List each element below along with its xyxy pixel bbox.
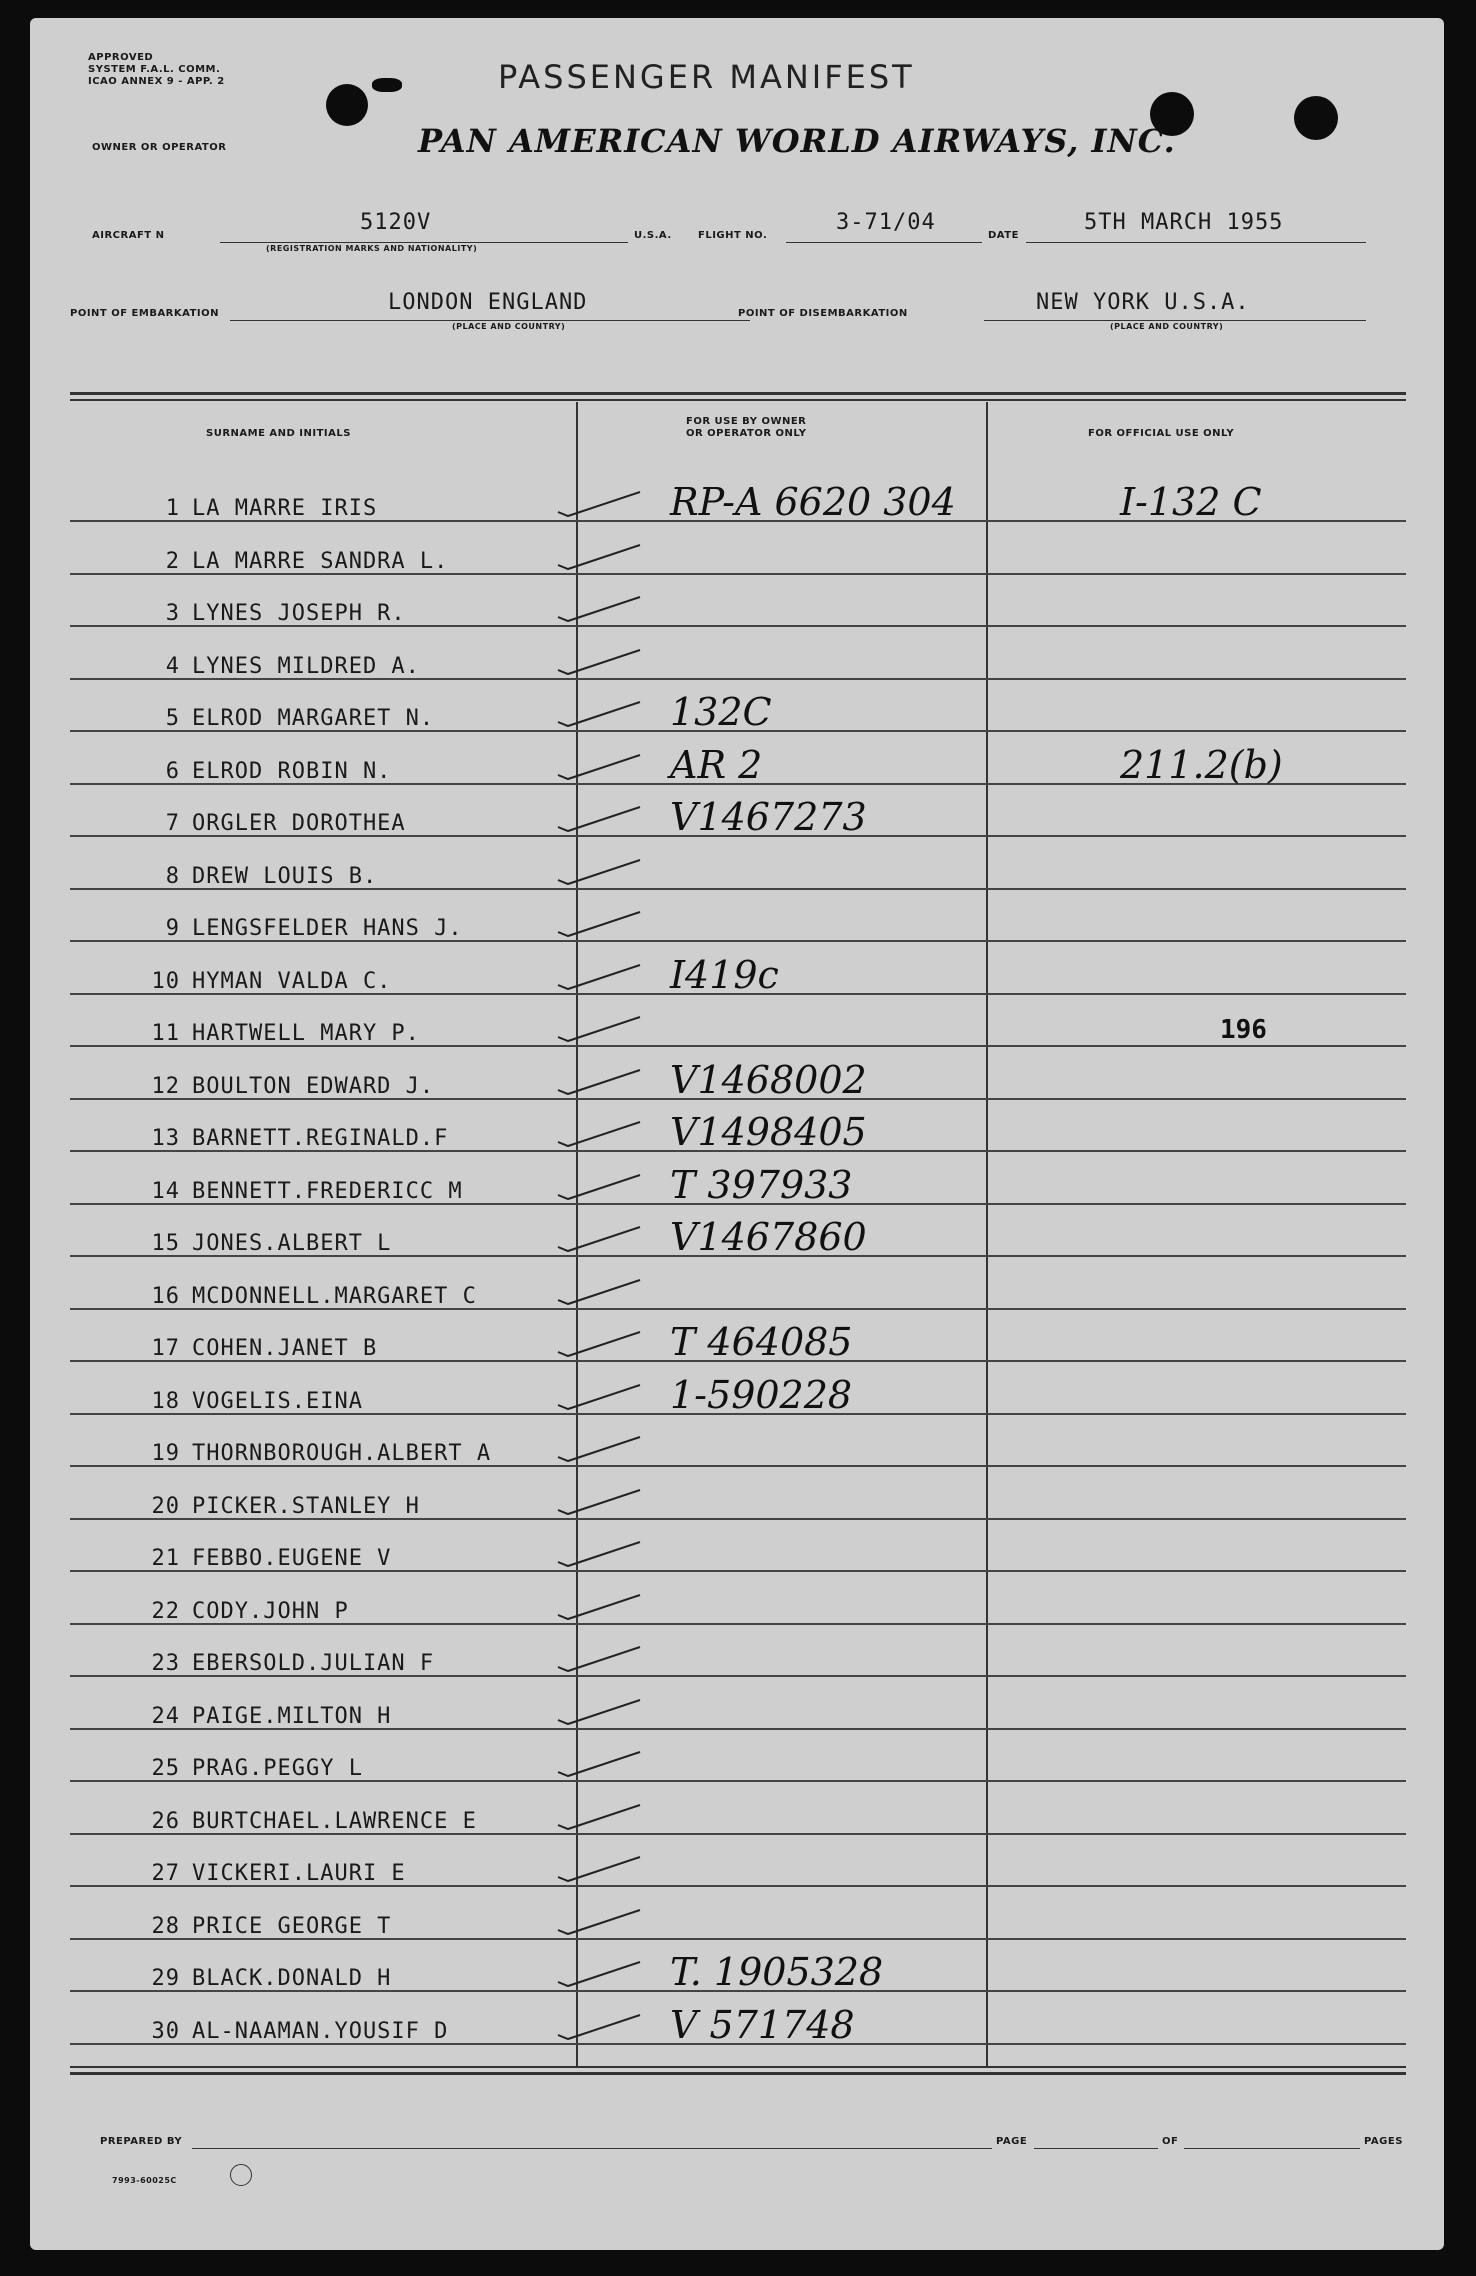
check-mark-icon (550, 1746, 700, 1786)
names-column-header: SURNAME AND INITIALS (206, 428, 351, 439)
passenger-number: 13 (151, 1126, 180, 1151)
table-row (128, 811, 406, 836)
embark-underline (230, 320, 750, 321)
approval-line-1: APPROVED (88, 52, 154, 63)
owner-note: T 464085 (670, 1320, 853, 1364)
page-underline (1034, 2148, 1158, 2149)
passenger-number: 1 (165, 496, 180, 521)
passenger-number: 16 (151, 1283, 180, 1309)
passenger-name: DREW LOUIS B. (192, 863, 378, 889)
passenger-number: 11 (151, 1021, 180, 1046)
disembark-caption: (PLACE AND COUNTRY) (1110, 322, 1224, 331)
table-row (128, 2019, 448, 2044)
passenger-number: 29 (151, 1966, 180, 1991)
manifest-sheet (30, 18, 1444, 2250)
passenger-name: HYMAN VALDA C. (192, 968, 392, 994)
column-divider-2 (986, 402, 988, 2066)
aircraft-underline (220, 242, 628, 243)
check-mark-icon (550, 1694, 700, 1734)
passenger-name: PAIGE.MILTON H (192, 1703, 392, 1729)
date-underline (1026, 242, 1366, 243)
passenger-name: BENNETT.FREDERICC M (192, 1178, 463, 1204)
passenger-name: CODY.JOHN P (192, 1598, 349, 1624)
passenger-number: 8 (165, 863, 180, 889)
passenger-number: 5 (165, 706, 180, 731)
table-top-rule-2 (70, 399, 1406, 401)
disembarkation: NEW YORK U.S.A. (1036, 290, 1250, 315)
approval-line-2: SYSTEM F.A.L. COMM. (88, 64, 221, 75)
official-note: 196 (1220, 1015, 1267, 1045)
owner-column-header-2: OR OPERATOR ONLY (686, 428, 807, 439)
passenger-name: COHEN.JANET B (192, 1336, 378, 1361)
passenger-name: PICKER.STANLEY H (192, 1493, 420, 1519)
table-row (128, 654, 420, 679)
flight-underline (786, 242, 982, 243)
prepared-by-label: PREPARED BY (100, 2136, 183, 2147)
owner-note: I419c (670, 952, 779, 997)
table-row (128, 1231, 391, 1256)
table-row (128, 1494, 420, 1519)
official-column-header: FOR OFFICIAL USE ONLY (1088, 428, 1235, 439)
check-mark-icon (550, 906, 700, 946)
passenger-name: VOGELIS.EINA (192, 1388, 363, 1414)
aircraft-number: 5120V (360, 210, 432, 235)
embark-caption: (PLACE AND COUNTRY) (452, 322, 566, 331)
passenger-name: BARNETT.REGINALD.F (192, 1126, 449, 1151)
passenger-name: LYNES MILDRED A. (192, 653, 420, 679)
table-row (128, 601, 406, 626)
owner-note: 1-590228 (670, 1372, 853, 1417)
passenger-name: ELROD MARGARET N. (192, 706, 435, 731)
flight-number: 3-71/04 (836, 210, 936, 235)
passenger-number: 24 (151, 1703, 180, 1729)
table-row (128, 1704, 391, 1729)
passenger-number: 28 (151, 1913, 180, 1939)
table-row (128, 1599, 349, 1624)
owner-column-header-1: FOR USE BY OWNER (686, 416, 807, 427)
passenger-name: PRAG.PEGGY L (192, 1756, 363, 1781)
owner-note: RP-A 6620 304 (670, 480, 956, 524)
embarkation: LONDON ENGLAND (388, 290, 588, 315)
owner-note: V1467273 (670, 795, 867, 839)
table-bottom-rule-2 (70, 2072, 1406, 2075)
disembark-underline (984, 320, 1366, 321)
table-bottom-rule-1 (70, 2066, 1406, 2068)
of-label: OF (1162, 2136, 1179, 2147)
embark-label: POINT OF EMBARKATION (70, 308, 220, 319)
check-mark-icon (550, 1641, 700, 1681)
passenger-name: HARTWELL MARY P. (192, 1021, 420, 1046)
passenger-name: AL-NAAMAN.YOUSIF D (192, 2018, 449, 2044)
passenger-number: 6 (165, 758, 180, 784)
table-row (128, 496, 377, 521)
passenger-name: EBERSOLD.JULIAN F (192, 1651, 435, 1676)
table-row (128, 1966, 391, 1991)
passenger-number: 20 (151, 1493, 180, 1519)
page-label: PAGE (996, 2136, 1028, 2147)
passenger-name: LYNES JOSEPH R. (192, 601, 406, 626)
table-row (128, 759, 391, 784)
punch-hole-left (326, 84, 368, 126)
passenger-number: 10 (151, 968, 180, 994)
passenger-number: 23 (151, 1651, 180, 1676)
check-mark-icon (550, 644, 700, 684)
table-row (128, 1021, 420, 1046)
passenger-number: 25 (151, 1756, 180, 1781)
disembark-label: POINT OF DISEMBARKATION (738, 308, 908, 319)
check-mark-icon (550, 1011, 700, 1051)
passenger-number: 9 (165, 916, 180, 941)
table-row (128, 1651, 434, 1676)
passenger-number: 2 (165, 548, 180, 574)
passenger-number: 17 (151, 1336, 180, 1361)
approval-line-3: ICAO ANNEX 9 - APP. 2 (88, 76, 225, 87)
form-number: 7993-60025C (112, 2176, 177, 2185)
passenger-name: FEBBO.EUGENE V (192, 1546, 392, 1571)
registration-caption: (REGISTRATION MARKS AND NATIONALITY) (266, 244, 478, 253)
page-title: PASSENGER MANIFEST (498, 58, 915, 96)
check-mark-icon (550, 1484, 700, 1524)
passenger-number: 22 (151, 1598, 180, 1624)
table-row (128, 1126, 448, 1151)
check-mark-icon (550, 1589, 700, 1629)
passenger-number: 15 (151, 1231, 180, 1256)
passenger-number: 4 (165, 653, 180, 679)
passenger-name: PRICE GEORGE T (192, 1913, 392, 1939)
official-note: 211.2(b) (1120, 742, 1283, 787)
passenger-name: LA MARRE IRIS (192, 496, 378, 521)
table-row (128, 916, 463, 941)
table-row (128, 1809, 477, 1834)
passenger-name: LA MARRE SANDRA L. (192, 548, 449, 574)
table-row (128, 1861, 406, 1886)
passenger-number: 12 (151, 1073, 180, 1099)
table-row (128, 549, 448, 574)
check-mark-icon (550, 854, 700, 894)
passenger-name: MCDONNELL.MARGARET C (192, 1283, 477, 1309)
prepared-by-underline (192, 2148, 992, 2149)
passenger-name: BOULTON EDWARD J. (192, 1073, 435, 1099)
check-mark-icon (550, 1274, 700, 1314)
table-row (128, 1389, 363, 1414)
aircraft-label: AIRCRAFT N (92, 230, 165, 241)
passenger-name: VICKERI.LAURI E (192, 1861, 406, 1886)
passenger-name: ELROD ROBIN N. (192, 758, 392, 784)
check-mark-icon (550, 1431, 700, 1471)
passenger-number: 27 (151, 1861, 180, 1886)
owner-note: T 397933 (670, 1162, 853, 1207)
passenger-name: LENGSFELDER HANS J. (192, 916, 463, 941)
owner-note: 132C (670, 690, 772, 734)
table-row (128, 1914, 391, 1939)
check-mark-icon (550, 1799, 700, 1839)
passenger-name: BLACK.DONALD H (192, 1966, 392, 1991)
operator-name: PAN AMERICAN WORLD AIRWAYS, INC. (418, 122, 1176, 160)
passenger-name: THORNBOROUGH.ALBERT A (192, 1441, 492, 1466)
passenger-name: JONES.ALBERT L (192, 1231, 392, 1256)
passenger-number: 3 (165, 601, 180, 626)
owner-note: V1467860 (670, 1215, 867, 1259)
passenger-number: 19 (151, 1441, 180, 1466)
table-row (128, 706, 434, 731)
table-row (128, 1179, 463, 1204)
passenger-number: 7 (165, 811, 180, 836)
passenger-number: 21 (151, 1546, 180, 1571)
check-mark-icon (550, 1904, 700, 1944)
owner-label: OWNER OR OPERATOR (92, 142, 227, 153)
passenger-number: 26 (151, 1808, 180, 1834)
table-row (128, 1546, 391, 1571)
table-row (128, 864, 377, 889)
owner-note: AR 2 (670, 742, 763, 787)
passenger-number: 30 (151, 2018, 180, 2044)
check-mark-icon (550, 1851, 700, 1891)
table-row (128, 1756, 363, 1781)
check-mark-icon (550, 539, 700, 579)
date-label: DATE (988, 230, 1019, 241)
punch-hole-right-2 (1294, 96, 1338, 140)
flight-date: 5TH MARCH 1955 (1084, 210, 1284, 235)
owner-note: V1498405 (670, 1110, 867, 1154)
table-row (128, 1441, 491, 1466)
union-bug-icon (230, 2164, 252, 2186)
punch-hole-left-small (372, 78, 402, 92)
owner-note: V 571748 (670, 2002, 855, 2047)
passenger-number: 14 (151, 1178, 180, 1204)
official-note: I-132 C (1120, 480, 1262, 524)
pages-label: PAGES (1364, 2136, 1403, 2147)
of-underline (1184, 2148, 1360, 2149)
passenger-name: BURTCHAEL.LAWRENCE E (192, 1808, 477, 1834)
table-row (128, 1074, 434, 1099)
country-label: U.S.A. (634, 230, 672, 241)
table-row (128, 1336, 377, 1361)
owner-note: V1468002 (670, 1057, 867, 1102)
passenger-number: 18 (151, 1388, 180, 1414)
check-mark-icon (550, 591, 700, 631)
table-row (128, 1284, 477, 1309)
check-mark-icon (550, 1536, 700, 1576)
passenger-name: ORGLER DOROTHEA (192, 811, 406, 836)
table-top-rule-1 (70, 392, 1406, 395)
owner-note: T. 1905328 (670, 1950, 884, 1994)
table-row (128, 969, 391, 994)
flight-label: FLIGHT NO. (698, 230, 768, 241)
